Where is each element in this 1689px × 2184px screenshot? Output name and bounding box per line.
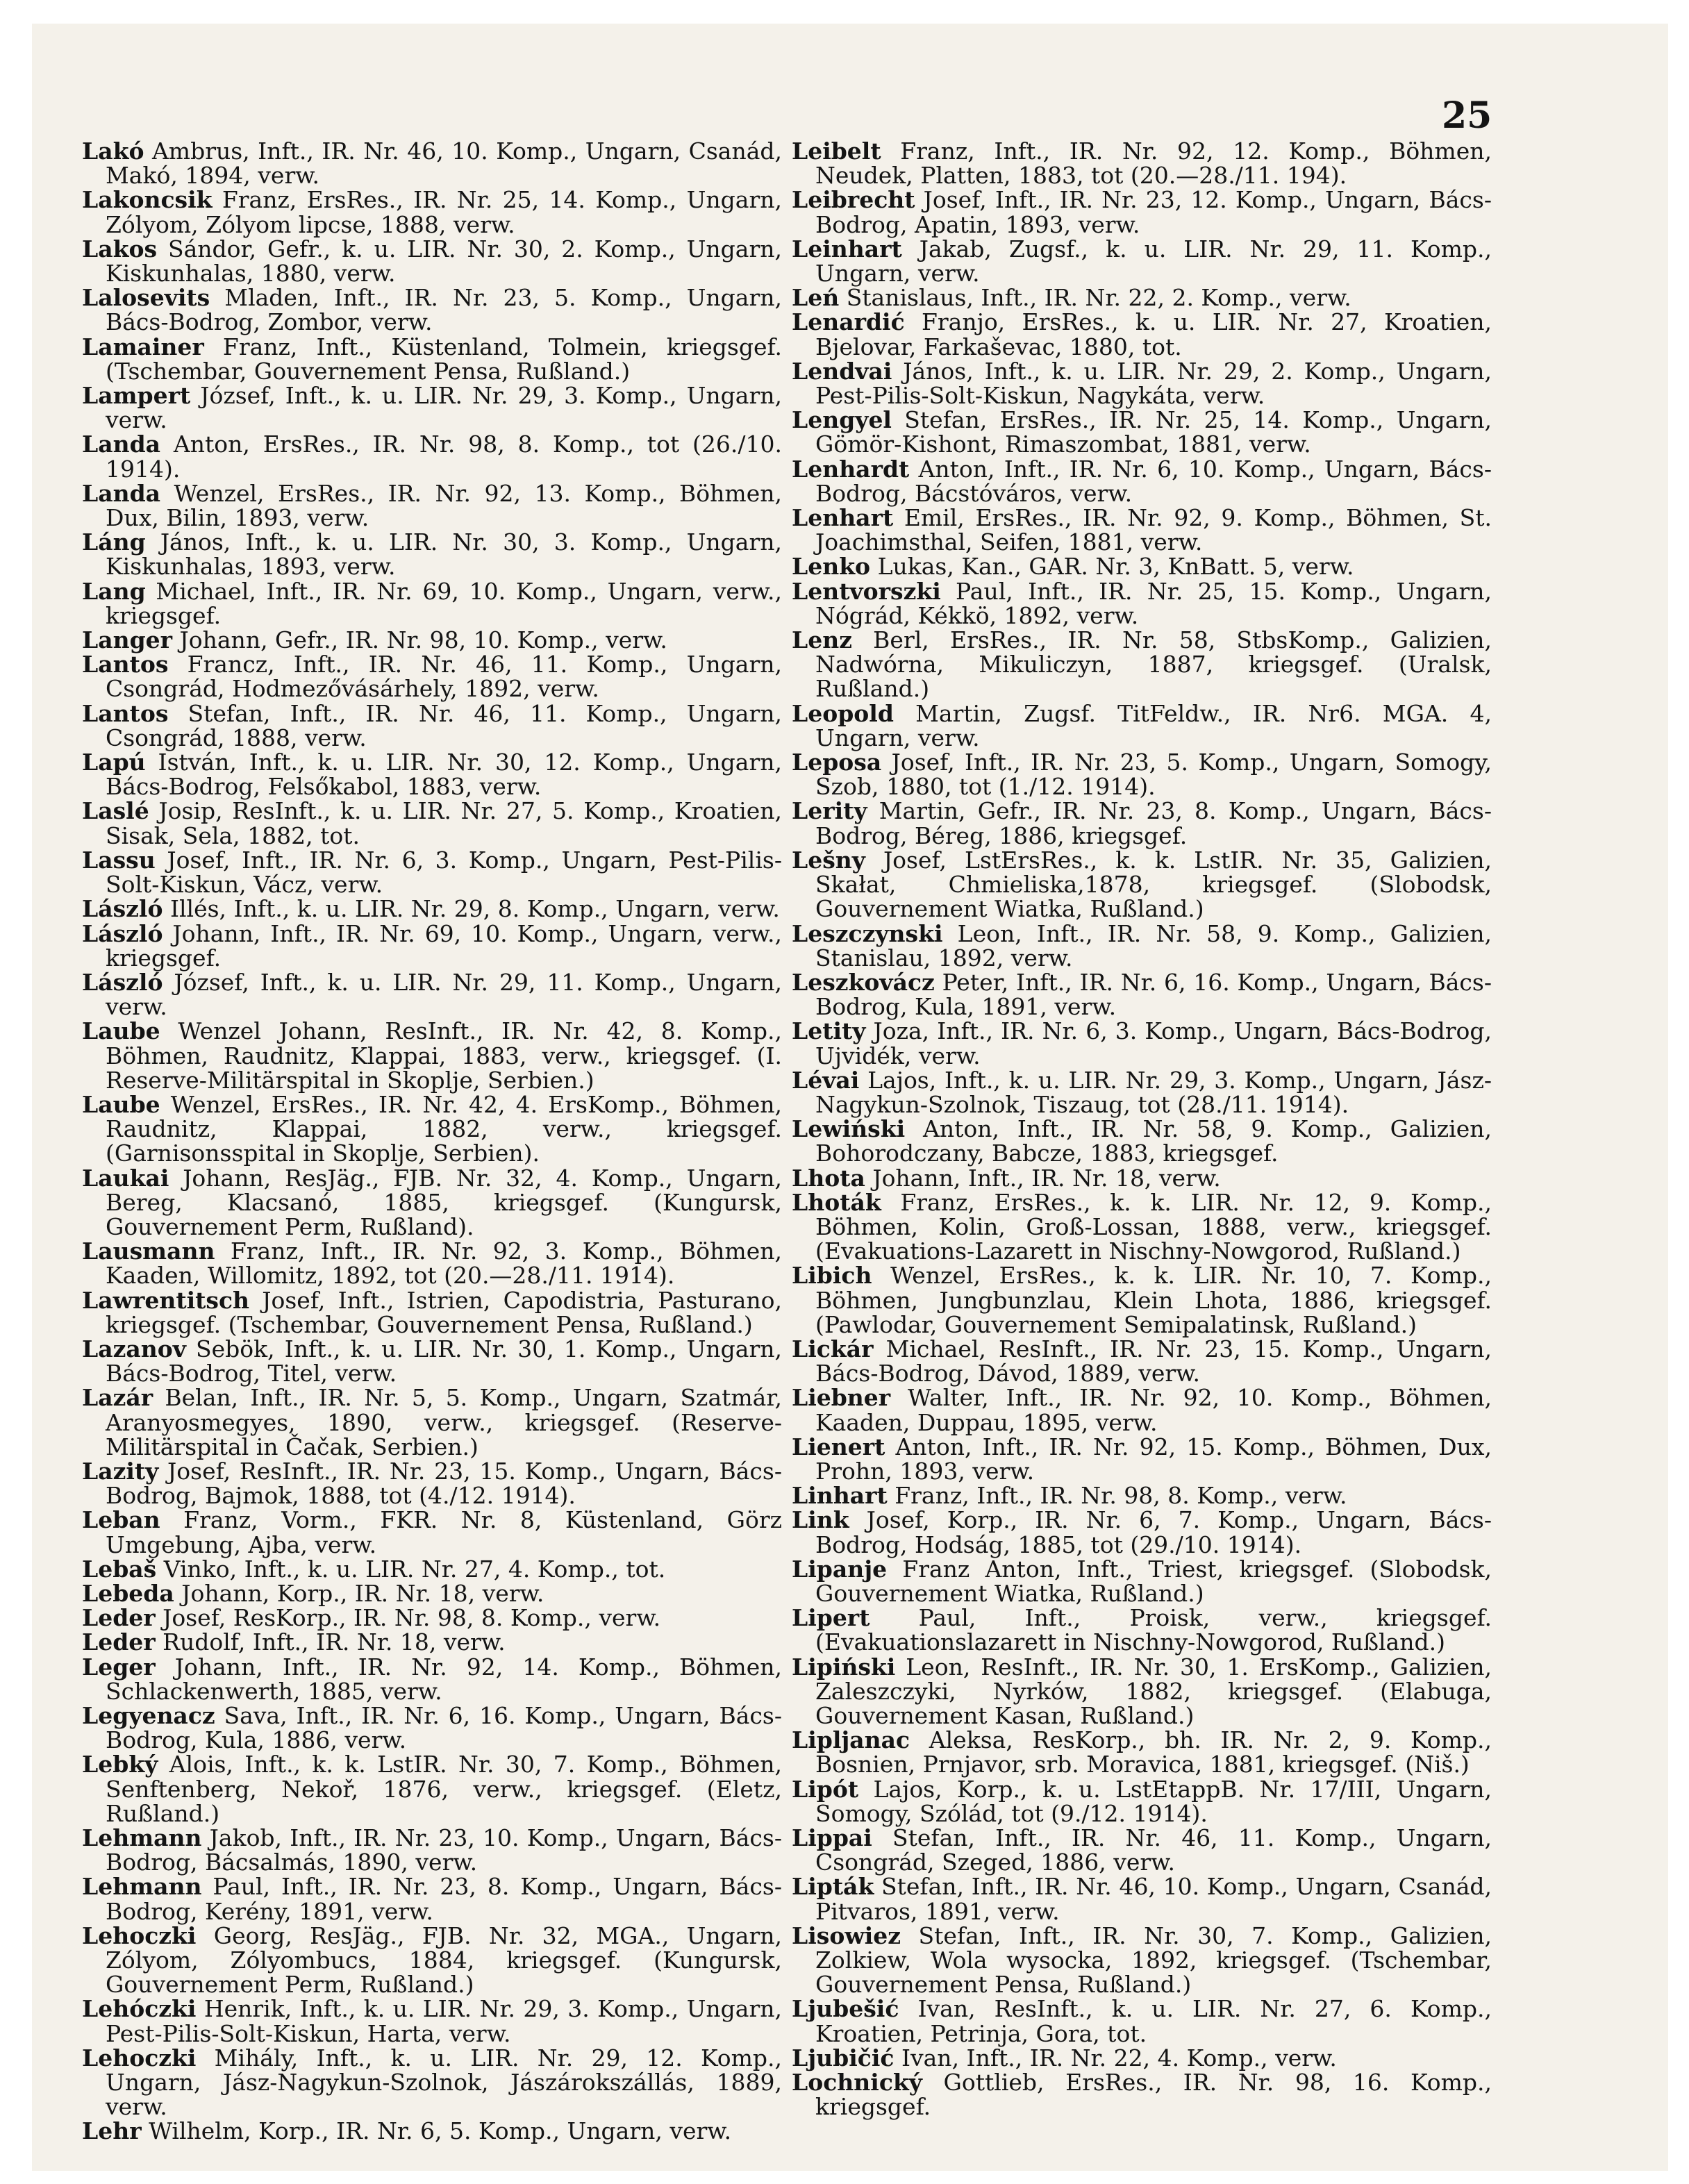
entry-details: István, Inft., k. u. LIR. Nr. 30, 12. Komp., Ungarn, Bács-Bodrog, Felsőkabol, 1883, verw.: [106, 749, 782, 801]
entry-details: János, Inft., k. u. LIR. Nr. 30, 3. Komp., Ungarn, Kiskunhalas, 1893, verw.: [106, 528, 782, 581]
entry-surname: Lenhardt: [792, 455, 910, 483]
register-entry: [792, 2070, 1492, 2119]
entry-surname: Langer: [82, 626, 173, 654]
entry-details: Stefan, Inft., IR. Nr. 46, 11. Komp., Ungarn, Csongrád, 1888, verw.: [106, 699, 782, 751]
entry-surname: Lentvorszki: [792, 577, 941, 605]
register-entry: [82, 432, 782, 481]
entry-surname: Lipiński: [792, 1653, 896, 1681]
register-entry: [82, 848, 782, 897]
register-entry: [82, 919, 782, 972]
register-entry: [82, 1606, 782, 1630]
entry-details: János, Inft., k. u. LIR. Nr. 29, 2. Komp., Ungarn, Pest-Pilis-Solt-Kiskun, Nagykáta, verw.: [815, 357, 1492, 410]
entry-details: Berl, ErsRes., IR. Nr. 58, StbsKomp., Galizien, Nadwórna, Mikuliczyn, 1887, kriegsgef. (Uralsk, Rußland.): [815, 626, 1492, 703]
entry-details: Ambrus, Inft., IR. Nr. 46, 10. Komp., Ungarn, Csanád, Makó, 1894, verw.: [106, 137, 782, 190]
entry-surname: Landa: [82, 479, 161, 507]
register-entry: [792, 285, 1492, 310]
entry-details: Ivan, ResInft., k. u. LIR. Nr. 27, 6. Komp., Kroatien, Petrinja, Gora, tot.: [815, 1995, 1492, 2047]
register-entry: [82, 187, 782, 236]
entry-surname: Lipták: [792, 1873, 874, 1901]
register-entry: [792, 1557, 1492, 1606]
scan-border-top: [0, 0, 1689, 22]
register-entry: [82, 1630, 782, 1654]
entry-surname: Lakos: [82, 235, 158, 262]
entry-surname: Lienert: [792, 1433, 885, 1460]
register-entry: [792, 1385, 1492, 1434]
register-entry: [82, 335, 782, 383]
entry-surname: Leszczynski: [792, 919, 943, 947]
entry-surname: László: [82, 919, 163, 947]
entry-details: Johann, ResJäg., FJB. Nr. 32, 4. Komp., Ungarn, Bereg, Klacsanó, 1885, kriegsgef. (Kungursk, Gouvernement Perm, Rußland).: [106, 1164, 782, 1240]
entry-details: Johann, Inft., IR. Nr. 69, 10. Komp., Ungarn, verw., kriegsgef.: [106, 919, 782, 972]
page-number: 25: [1442, 94, 1492, 137]
register-entry: [792, 1019, 1492, 1067]
register-entry: [82, 1385, 782, 1459]
entry-details: Joza, Inft., IR. Nr. 6, 3. Komp., Ungarn, Bács-Bodrog, Ujvidék, verw.: [815, 1017, 1492, 1069]
entry-details: Stefan, Inft., IR. Nr. 46, 11. Komp., Ungarn, Csongrád, Szeged, 1886, verw.: [815, 1824, 1492, 1876]
entry-details: Josef, Inft., IR. Nr. 23, 12. Komp., Ungarn, Bács-Bodrog, Apatin, 1893, verw.: [815, 186, 1492, 238]
register-entry: [792, 408, 1492, 456]
register-entry: [82, 137, 782, 190]
entry-details: Stanislaus, Inft., IR. Nr. 22, 2. Komp., verw.: [839, 284, 1351, 312]
register-entry: [792, 1874, 1492, 1923]
register-entry: [82, 1237, 782, 1290]
entry-details: Franz, ErsRes., k. k. LIR. Nr. 12, 9. Komp., Böhmen, Kolin, Groß-Lossan, 1888, verw., kriegsgef. (Evakuations-Lazarett in Nischny-Nowgorod, Rußland.): [815, 1188, 1492, 1265]
register-entry: [792, 1997, 1492, 2045]
register-entry: [82, 652, 782, 701]
entry-details: Paul, Inft., IR. Nr. 23, 8. Komp., Ungarn, Bács-Bodrog, Kerény, 1891, verw.: [106, 1873, 782, 1925]
entry-surname: Leibelt: [792, 137, 881, 165]
register-entry: [792, 1337, 1492, 1385]
entry-surname: Leszkovácz: [792, 968, 935, 996]
entry-details: Johann, Inft., IR. Nr. 92, 14. Komp., Böhmen, Schlackenwerth, 1885, verw.: [106, 1653, 782, 1705]
entry-surname: László: [82, 895, 163, 923]
entry-details: Johann, Korp., IR. Nr. 18, verw.: [174, 1579, 544, 1607]
register-entry: [792, 1068, 1492, 1117]
entry-details: Anton, Inft., IR. Nr. 92, 15. Komp., Böhmen, Dux, Prohn, 1893, verw.: [815, 1433, 1492, 1485]
entry-details: Sándor, Gefr., k. u. LIR. Nr. 30, 2. Komp., Ungarn, Kiskunhalas, 1880, verw.: [106, 235, 782, 287]
entry-surname: Lassu: [82, 846, 156, 874]
entry-surname: Lakoncsik: [82, 186, 213, 214]
entry-surname: Lazity: [82, 1457, 159, 1485]
entry-surname: László: [82, 968, 163, 996]
entry-surname: Leder: [82, 1604, 156, 1632]
entry-surname: Lehóczki: [82, 1995, 197, 2023]
register-entry: [82, 237, 782, 285]
register-entry: [792, 553, 1492, 581]
entry-details: Franjo, ErsRes., k. u. LIR. Nr. 27, Kroatien, Bjelovar, Farkaševac, 1880, tot.: [815, 308, 1492, 360]
register-entry: [82, 1092, 782, 1166]
register-entry: [792, 1508, 1492, 1556]
register-entry: [792, 1924, 1492, 1997]
entry-details: Ivan, Inft., IR. Nr. 22, 4. Komp., verw.: [894, 2044, 1337, 2072]
entry-surname: Lengyel: [792, 406, 892, 434]
entry-surname: Libich: [792, 1262, 872, 1290]
entry-details: Michael, ResInft., IR. Nr. 23, 15. Komp., Ungarn, Bács-Bodrog, Dávod, 1889, verw.: [815, 1335, 1492, 1387]
entry-surname: Lhoták: [792, 1188, 881, 1216]
entry-surname: Landa: [82, 431, 161, 458]
entry-surname: Laukai: [82, 1164, 169, 1192]
register-entry: [82, 1924, 782, 1997]
entry-details: Anton, ErsRes., IR. Nr. 98, 8. Komp., tot (26./10. 1914).: [106, 431, 782, 483]
entry-surname: Lalosevits: [82, 284, 210, 312]
register-entry: [82, 579, 782, 628]
register-entry: [82, 1337, 782, 1385]
register-entry: [792, 628, 1492, 701]
entry-surname: Lipert: [792, 1604, 870, 1632]
entry-surname: Lešny: [792, 846, 865, 874]
entry-details: Sava, Inft., IR. Nr. 6, 16. Komp., Ungarn, Bács-Bodrog, Kula, 1886, verw.: [106, 1702, 782, 1754]
register-entry: [792, 848, 1492, 922]
register-entry: [82, 481, 782, 530]
register-entry: [792, 2046, 1492, 2070]
register-entry: [82, 383, 782, 432]
register-entry: [792, 701, 1492, 750]
entry-details: Franz, Inft., Küstenland, Tolmein, kriegsgef. (Tschembar, Gouvernement Pensa, Rußland.): [106, 333, 782, 385]
register-entry: [82, 1508, 782, 1556]
entry-surname: Legyenacz: [82, 1702, 215, 1729]
register-entry: [792, 457, 1492, 506]
entry-surname: Link: [792, 1506, 849, 1534]
register-entry: [82, 628, 782, 652]
entry-details: Stefan, Inft., IR. Nr. 46, 10. Komp., Ungarn, Csanád, Pitvaros, 1891, verw.: [815, 1873, 1492, 1925]
entry-details: Johann, Gefr., IR. Nr. 98, 10. Komp., verw.: [172, 626, 667, 654]
entry-surname: Lenardić: [792, 308, 905, 336]
entry-details: Leon, Inft., IR. Nr. 58, 9. Komp., Galizien, Stanislau, 1892, verw.: [815, 919, 1492, 972]
entry-surname: Laube: [82, 1090, 160, 1118]
entry-details: Martin, Gefr., IR. Nr. 23, 8. Komp., Ungarn, Bács-Bodrog, Béreg, 1886, kriegsgef.: [815, 797, 1492, 849]
register-entry: [82, 2119, 782, 2143]
entry-surname: Lakó: [82, 137, 144, 165]
entry-details: Franz, Inft., IR. Nr. 92, 3. Komp., Böhmen, Kaaden, Willomitz, 1892, tot (20.—28./11. 1914).: [106, 1237, 782, 1290]
entry-details: Martin, Zugsf. TitFeldw., IR. Nr6. MGA. 4, Ungarn, verw.: [815, 699, 1492, 751]
entry-details: Josef, Korp., IR. Nr. 6, 7. Komp., Ungarn, Bács-Bodrog, Hodság, 1885, tot (29./10. 1914).: [815, 1506, 1492, 1558]
entry-surname: Leinhart: [792, 235, 902, 262]
entry-details: Mladen, Inft., IR. Nr. 23, 5. Komp., Ungarn, Bács-Bodrog, Zombor, verw.: [106, 284, 782, 336]
entry-details: Josef, ResInft., IR. Nr. 23, 15. Komp., Ungarn, Bács-Bodrog, Bajmok, 1888, tot (4./12. 1914).: [106, 1457, 782, 1510]
entry-details: Franz, Inft., IR. Nr. 98, 8. Komp., verw.: [887, 1482, 1347, 1510]
entry-details: Franz Anton, Inft., Triest, kriegsgef. (Slobodsk, Gouvernement Wiatka, Rußland.): [815, 1555, 1492, 1607]
entry-surname: Lehmann: [82, 1824, 202, 1852]
entry-details: Wenzel Johann, ResInft., IR. Nr. 42, 8. Komp., Böhmen, Raudnitz, Klappai, 1883, verw., kriegsgef. (I. Reserve-Militärspital in Skoplje, Serbien.): [106, 1017, 782, 1094]
register-entry: [82, 1997, 782, 2045]
entry-surname: Leder: [82, 1628, 156, 1656]
entry-surname: Liebner: [792, 1384, 891, 1412]
entry-details: Anton, Inft., IR. Nr. 6, 10. Komp., Ungarn, Bács-Bodrog, Bácstóváros, verw.: [815, 455, 1492, 507]
entry-surname: Lenhart: [792, 504, 894, 532]
entry-surname: Leibrecht: [792, 186, 915, 214]
entry-details: Lajos, Inft., k. u. LIR. Nr. 29, 3. Komp., Ungarn, Jász-Nagykun-Szolnok, Tiszaug, tot (28./11. 1914).: [815, 1066, 1492, 1118]
entry-details: Jakab, Zugsf., k. u. LIR. Nr. 29, 11. Komp., Ungarn, verw.: [815, 235, 1492, 287]
entry-details: Sebök, Inft., k. u. LIR. Nr. 30, 1. Komp., Ungarn, Bács-Bodrog, Titel, verw.: [106, 1335, 782, 1387]
entry-surname: Leposa: [792, 749, 882, 776]
right-column: [792, 139, 1492, 2119]
register-entry: [82, 1874, 782, 1923]
entry-surname: Lausmann: [82, 1237, 215, 1265]
register-entry: [82, 1459, 782, 1508]
register-entry: [792, 1435, 1492, 1483]
entry-surname: Lehmann: [82, 1873, 202, 1901]
entry-surname: Ljubešić: [792, 1995, 899, 2023]
register-entry: [82, 285, 782, 334]
entry-details: Rudolf, Inft., IR. Nr. 18, verw.: [155, 1628, 506, 1656]
register-entry: [792, 1655, 1492, 1728]
register-entry: [792, 1606, 1492, 1654]
entry-surname: Laslé: [82, 797, 149, 825]
entry-surname: Lippai: [792, 1824, 872, 1852]
entry-surname: Lantos: [82, 699, 169, 727]
entry-details: Francz, Inft., IR. Nr. 46, 11. Komp., Ungarn, Csongrád, Hodmezővásárhely, 1892, verw.: [106, 651, 782, 703]
register-entry: [82, 1826, 782, 1874]
entry-details: József, Inft., k. u. LIR. Nr. 29, 3. Komp., Ungarn, verw.: [106, 382, 782, 434]
entry-surname: Lhota: [792, 1164, 865, 1192]
register-entry: [82, 970, 782, 1019]
entry-details: Stefan, ErsRes., IR. Nr. 25, 14. Komp., Ungarn, Gömör-Kishont, Rimaszombat, 1881, verw.: [815, 406, 1492, 458]
scan-border-left: [0, 0, 31, 2184]
entry-surname: Lewiński: [792, 1115, 906, 1143]
register-entry: [82, 1019, 782, 1092]
entry-surname: Leń: [792, 284, 840, 312]
entry-surname: Lisowiez: [792, 1922, 901, 1949]
entry-surname: Ljubičić: [792, 2044, 895, 2072]
register-entry: [792, 1166, 1492, 1190]
register-entry: [792, 750, 1492, 799]
entry-details: Lajos, Korp., k. u. LstEtappB. Nr. 17/III, Ungarn, Somogy, Szólád, tot (9./12. 1914).: [815, 1775, 1492, 1827]
entry-details: Josef, Inft., Istrien, Capodistria, Pasturano, kriegsgef. (Tschembar, Gouvernement Pensa, Rußland.): [106, 1286, 782, 1338]
entry-details: Wilhelm, Korp., IR. Nr. 6, 5. Komp., Ungarn, verw.: [141, 2117, 732, 2145]
entry-details: József, Inft., k. u. LIR. Nr. 29, 11. Komp., Ungarn, verw.: [106, 968, 782, 1021]
register-entry: [82, 1581, 782, 1606]
entry-surname: Lenz: [792, 626, 852, 654]
entry-surname: Laube: [82, 1017, 160, 1045]
entry-surname: Lipanje: [792, 1555, 888, 1583]
register-entry: [792, 1263, 1492, 1337]
entry-surname: Lantos: [82, 651, 169, 678]
register-entry: [82, 750, 782, 799]
entry-surname: Lampert: [82, 382, 191, 410]
entry-details: Alois, Inft., k. k. LstIR. Nr. 30, 7. Komp., Böhmen, Senftenberg, Nekoř, 1876, verw., kriegsgef. (Eletz, Rußland.): [106, 1751, 782, 1827]
register-entry: [82, 799, 782, 847]
register-entry: [792, 310, 1492, 358]
entry-details: Mihály, Inft., k. u. LIR. Nr. 29, 12. Komp., Ungarn, Jász-Nagykun-Szolnok, Jászárokszállás, 1889, verw.: [106, 2044, 782, 2121]
entry-surname: Lebký: [82, 1751, 158, 1778]
entry-surname: Lang: [82, 577, 146, 605]
register-entry: [792, 187, 1492, 236]
register-entry: [792, 137, 1492, 190]
register-entry: [792, 506, 1492, 554]
register-entry: [82, 1166, 782, 1240]
register-entry: [82, 1655, 782, 1703]
entry-surname: Lazanov: [82, 1335, 186, 1362]
entry-surname: Lapú: [82, 749, 146, 776]
entry-details: Illés, Inft., k. u. LIR. Nr. 29, 8. Komp., Ungarn, verw.: [163, 895, 780, 923]
entry-surname: Linhart: [792, 1482, 888, 1510]
entry-details: Paul, Inft., IR. Nr. 25, 15. Komp., Ungarn, Nógrád, Kékkö, 1892, verw.: [815, 577, 1492, 629]
entry-details: Lukas, Kan., GAR. Nr. 3, KnBatt. 5, verw.: [870, 553, 1354, 581]
register-entry: [82, 701, 782, 750]
entry-surname: Lipót: [792, 1775, 859, 1803]
register-entry: [792, 237, 1492, 285]
register-entry: [792, 1826, 1492, 1874]
entry-surname: Letity: [792, 1017, 866, 1045]
entry-details: Wenzel, ErsRes., IR. Nr. 42, 4. ErsKomp., Böhmen, Raudnitz, Klappai, 1882, verw., kriegsgef. (Garnisonsspital in Skoplje, Serbien).: [106, 1090, 782, 1167]
entry-details: Michael, Inft., IR. Nr. 69, 10. Komp., Ungarn, verw., kriegsgef.: [106, 577, 782, 629]
register-entry: [792, 1483, 1492, 1508]
register-entry: [792, 1728, 1492, 1776]
entry-surname: Lehoczki: [82, 1922, 197, 1949]
entry-surname: Lickár: [792, 1335, 874, 1362]
entry-details: Belan, Inft., IR. Nr. 5, 5. Komp., Ungarn, Szatmár, Aranyosmegyes, 1890, verw., kriegsgef. (Reserve-Militärspital in Čačak, Serbien.): [106, 1384, 782, 1460]
entry-details: Josef, LstErsRes., k. k. LstIR. Nr. 35, Galizien, Skałat, Chmieliska,1878, kriegsgef. (Slobodsk, Gouvernement Wiatka, Rußland.): [815, 846, 1492, 923]
entry-details: Johann, Inft., IR. Nr. 18, verw.: [865, 1164, 1221, 1192]
entry-surname: Lamainer: [82, 333, 204, 360]
entry-surname: Lawrentitsch: [82, 1286, 250, 1314]
entry-surname: Lehoczki: [82, 2044, 197, 2072]
entry-details: Franz, Vorm., FKR. Nr. 8, Küstenland, Görz Umgebung, Ajba, verw.: [106, 1506, 782, 1558]
entry-details: Vinko, Inft., k. u. LIR. Nr. 27, 4. Komp., tot.: [156, 1555, 666, 1583]
register-entry: [792, 919, 1492, 972]
entry-surname: Lipljanac: [792, 1726, 910, 1754]
register-entry: [792, 970, 1492, 1019]
register-entry: [82, 1703, 782, 1752]
entry-surname: Lebaš: [82, 1555, 157, 1583]
register-entry: [82, 2046, 782, 2119]
entry-details: Paul, Inft., Proisk, verw., kriegsgef. (Evakuationslazarett in Nischny-Nowgorod, Rußland.): [815, 1604, 1492, 1656]
entry-surname: Lebeda: [82, 1579, 174, 1607]
register-entry: [792, 799, 1492, 847]
entry-details: Franz, Inft., IR. Nr. 92, 12. Komp., Böhmen, Neudek, Platten, 1883, tot (20.—28./11. 194).: [815, 137, 1492, 190]
entry-details: Stefan, Inft., IR. Nr. 30, 7. Komp., Galizien, Zolkiew, Wola wysocka, 1892, kriegsgef. (Tschembar, Gouvernement Pensa, Rußland.): [815, 1922, 1492, 1999]
entry-details: Emil, ErsRes., IR. Nr. 92, 9. Komp., Böhmen, St. Joachimsthal, Seifen, 1881, verw.: [815, 504, 1492, 556]
entry-details: Georg, ResJäg., FJB. Nr. 32, MGA., Ungarn, Zólyom, Zólyombucs, 1884, kriegsgef. (Kungursk, Gouvernement Perm, Rußland.): [106, 1922, 782, 1999]
register-entry: [82, 1752, 782, 1826]
entry-details: Peter, Inft., IR. Nr. 6, 16. Komp., Ungarn, Bács-Bodrog, Kula, 1891, verw.: [815, 968, 1492, 1021]
entry-details: Anton, Inft., IR. Nr. 58, 9. Komp., Galizien, Bohorodczany, Babcze, 1883, kriegsgef.: [815, 1115, 1492, 1167]
entry-surname: Láng: [82, 528, 146, 556]
entry-details: Aleksa, ResKorp., bh. IR. Nr. 2, 9. Komp., Bosnien, Prnjavor, srb. Moravica, 1881, kriegsgef. (Niš.): [815, 1726, 1492, 1778]
register-entry: [82, 897, 782, 921]
entry-surname: Lochnický: [792, 2069, 922, 2097]
entry-surname: Leger: [82, 1653, 156, 1681]
entry-details: Wenzel, ErsRes., k. k. LIR. Nr. 10, 7. Komp., Böhmen, Jungbunzlau, Klein Lhota, 1886, kriegsgef. (Pawlodar, Gouvernement Semipalatinsk, Rußland.): [815, 1262, 1492, 1338]
entry-surname: Lenko: [792, 553, 871, 581]
entry-details: Josip, ResInft., k. u. LIR. Nr. 27, 5. Komp., Kroatien, Sisak, Sela, 1882, tot.: [106, 797, 782, 849]
entry-details: Josef, Inft., IR. Nr. 23, 5. Komp., Ungarn, Somogy, Szob, 1880, tot (1./12. 1914).: [815, 749, 1492, 801]
entry-details: Franz, ErsRes., IR. Nr. 25, 14. Komp., Ungarn, Zólyom, Zólyom lipcse, 1888, verw.: [106, 186, 782, 238]
entry-details: Jakob, Inft., IR. Nr. 23, 10. Komp., Ungarn, Bács-Bodrog, Bácsalmás, 1890, verw.: [106, 1824, 782, 1876]
entry-details: Josef, Inft., IR. Nr. 6, 3. Komp., Ungarn, Pest-Pilis-Solt-Kiskun, Vácz, verw.: [106, 846, 782, 899]
register-entry: [82, 1557, 782, 1581]
register-entry: [792, 359, 1492, 408]
register-entry: [82, 528, 782, 581]
entry-surname: Leban: [82, 1506, 160, 1534]
entry-surname: Lévai: [792, 1066, 860, 1094]
register-entry: [792, 1777, 1492, 1826]
left-column: [82, 139, 782, 2144]
entry-surname: Lazár: [82, 1384, 153, 1412]
entry-surname: Leopold: [792, 699, 894, 727]
register-entry: [792, 1117, 1492, 1165]
entry-details: Wenzel, ErsRes., IR. Nr. 92, 13. Komp., Böhmen, Dux, Bilin, 1893, verw.: [106, 479, 782, 532]
entry-details: Josef, ResKorp., IR. Nr. 98, 8. Komp., verw.: [155, 1604, 661, 1632]
register-entry: [792, 1190, 1492, 1264]
entry-surname: Lehr: [82, 2117, 142, 2145]
entry-details: Henrik, Inft., k. u. LIR. Nr. 29, 3. Komp., Ungarn, Pest-Pilis-Solt-Kiskun, Harta, verw.: [106, 1995, 782, 2047]
register-entry: [792, 579, 1492, 628]
entry-details: Gottlieb, ErsRes., IR. Nr. 98, 16. Komp., kriegsgef.: [815, 2069, 1492, 2121]
register-entry: [82, 1288, 782, 1337]
entry-details: Walter, Inft., IR. Nr. 92, 10. Komp., Böhmen, Kaaden, Duppau, 1895, verw.: [815, 1384, 1492, 1436]
entry-surname: Lendvai: [792, 357, 892, 385]
entry-surname: Lerity: [792, 797, 867, 825]
entry-details: Leon, ResInft., IR. Nr. 30, 1. ErsKomp., Galizien, Zaleszczyki, Nyrków, 1882, kriegsgef. (Elabuga, Gouvernement Kasan, Rußland.): [815, 1653, 1492, 1729]
